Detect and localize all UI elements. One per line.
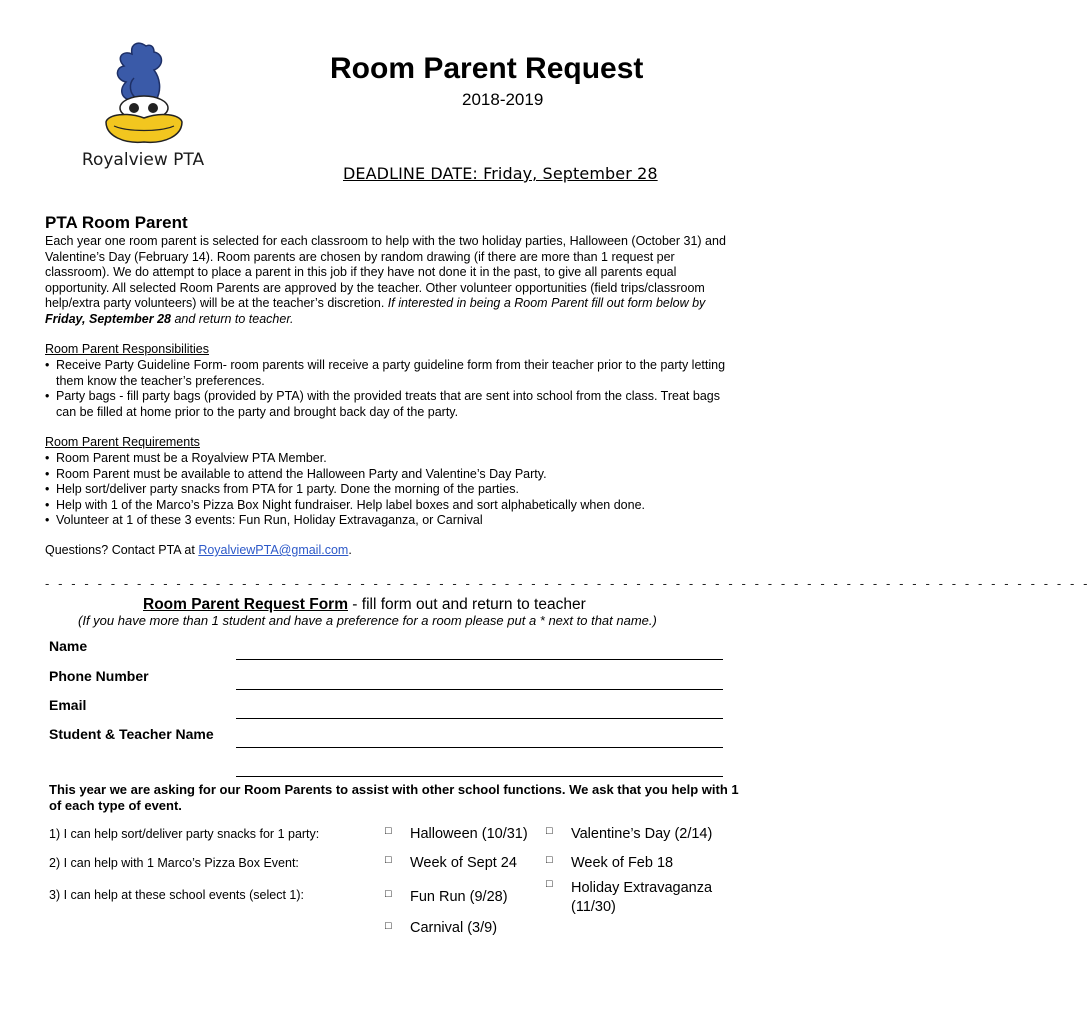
contact-suffix: . bbox=[348, 543, 352, 557]
question-3-label: 3) I can help at these school events (select 1): bbox=[49, 888, 304, 902]
student-teacher-label: Student & Teacher Name bbox=[49, 726, 214, 742]
list-item: • Room Parent must be available to attend the Halloween Party and Valentine’s Day Party. bbox=[45, 467, 735, 483]
option-holiday-extravaganza: Holiday Extravaganza bbox=[571, 880, 713, 896]
form-title-suffix: - fill form out and return to teacher bbox=[347, 596, 586, 613]
list-item: • Help sort/deliver party snacks from PTA for 1 party. Done the morning of the parties. bbox=[45, 482, 735, 498]
student-teacher-field[interactable] bbox=[236, 747, 723, 748]
name-label: Name bbox=[49, 638, 88, 654]
checkbox-fun-run[interactable]: □ bbox=[385, 888, 392, 900]
assist-text: This year we are asking for our Room Parents to assist with other school functions. We ask that you help with 1 of each type of event. bbox=[49, 782, 739, 813]
checkbox-valentines[interactable]: □ bbox=[546, 825, 553, 837]
contact-line bbox=[45, 543, 352, 557]
checkbox-week-sept-24[interactable]: □ bbox=[385, 854, 392, 866]
checkbox-holiday-extravaganza[interactable]: □ bbox=[546, 878, 553, 890]
option-week-feb-18: Week of Feb 18 bbox=[571, 855, 674, 871]
list-item: • Party bags - fill party bags (provided by PTA) with the provided treats that are sent into school from the class. Treat bags can be filled at home prior to the party and brought back day of the party. bbox=[45, 389, 735, 420]
phone-field[interactable] bbox=[236, 689, 723, 690]
option-fun-run: Fun Run (9/28) bbox=[410, 889, 508, 905]
list-item: • Volunteer at 1 of these 3 events: Fun Run, Holiday Extravaganza, or Carnival bbox=[45, 513, 735, 529]
name-field[interactable] bbox=[236, 659, 723, 660]
student-teacher-field-extra[interactable] bbox=[236, 776, 723, 777]
form-title-main: Room Parent Request Form bbox=[143, 596, 348, 613]
email-label: Email bbox=[49, 697, 87, 713]
option-holiday-extravaganza-date: (11/30) bbox=[571, 899, 616, 915]
section-heading-pta-room-parent: PTA Room Parent bbox=[45, 213, 188, 232]
logo-text: Royalview PTA bbox=[81, 150, 205, 170]
option-carnival: Carnival (3/9) bbox=[410, 920, 498, 936]
checkbox-carnival[interactable]: □ bbox=[385, 920, 392, 932]
list-item: • Receive Party Guideline Form- room parents will receive a party guideline form from their teacher prior to the party letting them know the teacher’s preferences. bbox=[45, 358, 735, 389]
intro-italic-suffix: and return to teacher. bbox=[170, 311, 294, 326]
list-item: • Room Parent must be a Royalview PTA Member. bbox=[45, 451, 735, 467]
option-week-sept-24: Week of Sept 24 bbox=[410, 855, 517, 871]
page-title: Room Parent Request bbox=[330, 52, 644, 85]
cut-line-separator: - - - - - - - - - - - - - - - - - - - - - - - - - - - - - - - - - - - - - - - - - - - - - - - - - - - - - - - - - - - - - - - - - - - - - - - - - - - - - - - - bbox=[45, 576, 1090, 591]
requirements-list bbox=[45, 451, 735, 529]
contact-email-link[interactable]: RoyalviewPTA@gmail.com bbox=[198, 543, 349, 557]
checkbox-halloween[interactable]: □ bbox=[385, 825, 392, 837]
form-note: (If you have more than 1 student and have a preference for a room please put a * next to that name.) bbox=[78, 613, 657, 628]
phone-label: Phone Number bbox=[49, 668, 149, 684]
option-halloween: Halloween (10/31) bbox=[410, 826, 528, 842]
email-field[interactable] bbox=[236, 718, 723, 719]
question-2-label: 2) I can help with 1 Marco’s Pizza Box Event: bbox=[49, 856, 299, 870]
intro-body: Each year one room parent is selected for each classroom to help with the two holiday parties, Halloween (October 31) and Valentine’s Day (February 14). Room parents are chosen by random drawing (if there are more than 1 request per classroom). We do attempt to place a parent in this job if they have not done it in the past, to give all parents equal opportunity. All selected Room Parents are approved by the teacher. Other volunteer opportunities (field trips/classroom help/extra party volunteers) will be at the teacher’s discretion. bbox=[45, 234, 726, 311]
intro-italic-prefix: If interested in being a Room Parent fill out form below by bbox=[387, 296, 706, 311]
intro-paragraph bbox=[45, 234, 735, 328]
option-valentines: Valentine’s Day (2/14) bbox=[571, 826, 713, 842]
school-year: 2018-2019 bbox=[462, 90, 544, 109]
deadline-date: DEADLINE DATE: Friday, September 28 bbox=[343, 164, 658, 183]
list-item: • Help with 1 of the Marco’s Pizza Box Night fundraiser. Help label boxes and sort alphabetically when done. bbox=[45, 498, 735, 514]
intro-italic-bold: Friday, September 28 bbox=[45, 311, 171, 326]
responsibilities-list bbox=[45, 358, 735, 420]
form-title bbox=[143, 596, 586, 614]
responsibilities-heading: Room Parent Responsibilities bbox=[45, 342, 209, 356]
requirements-heading: Room Parent Requirements bbox=[45, 435, 200, 449]
contact-prefix: Questions? Contact PTA at bbox=[45, 543, 199, 557]
checkbox-week-feb-18[interactable]: □ bbox=[546, 854, 553, 866]
question-1-label: 1) I can help sort/deliver party snacks for 1 party: bbox=[49, 827, 320, 841]
